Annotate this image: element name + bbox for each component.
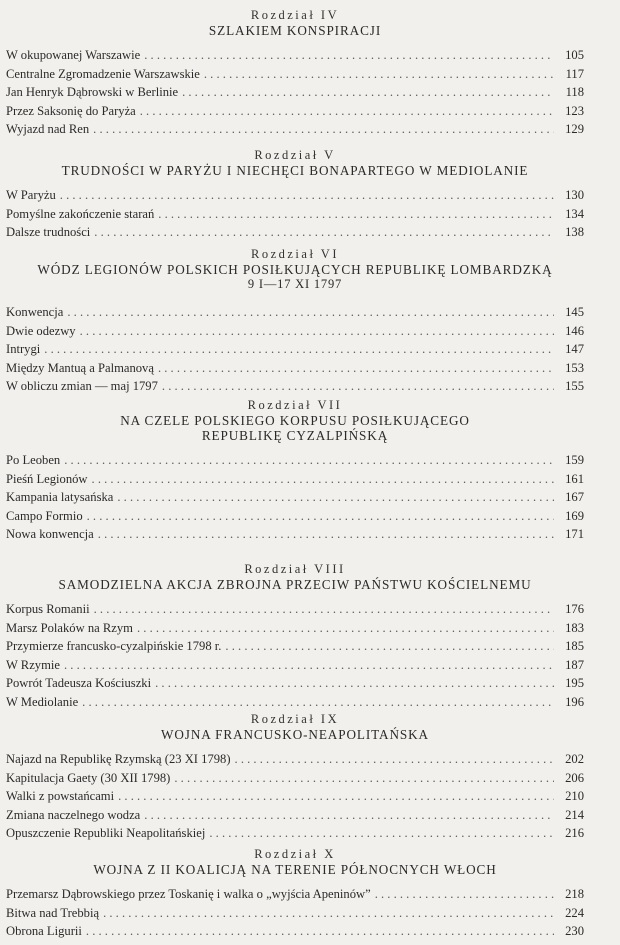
entry-title: Centralne Zgromadzenie Warszawskie <box>6 66 200 81</box>
dot-leader <box>67 303 554 322</box>
page-number: 118 <box>565 85 584 100</box>
toc-entry[interactable] <box>6 619 584 638</box>
dot-leader <box>158 359 554 378</box>
page-number: 216 <box>565 826 584 841</box>
toc-entry[interactable] <box>6 377 584 396</box>
entry-title: Pomyślne zakończenie starań <box>6 206 155 221</box>
dot-leader <box>204 65 554 84</box>
chapter-number: Rozdział X <box>254 847 336 861</box>
toc-entry[interactable] <box>6 885 584 904</box>
page-number: 167 <box>565 490 584 505</box>
entry-title: Przymierze francusko-cyzalpińskie 1798 r. <box>6 639 222 654</box>
page-number: 214 <box>565 807 584 822</box>
toc-entry[interactable] <box>6 656 584 675</box>
entry-title: Najazd na Republikę Rzymską (23 XI 1798) <box>6 752 231 766</box>
page-number: 130 <box>565 188 584 202</box>
page-number: 218 <box>565 887 584 901</box>
entry-title: W Paryżu <box>6 188 56 202</box>
page-number: 195 <box>565 676 584 691</box>
chapter-title: SAMODZIELNA AKCJA ZBROJNA PRZECIW PAŃSTWU KOŚCIELNEMU <box>58 577 532 592</box>
chapter-title: REPUBLIKĘ CYZALPIŃSKĄ <box>201 428 389 443</box>
page-number: 129 <box>565 122 584 137</box>
page-number: 155 <box>565 379 584 394</box>
chapter-section <box>6 562 584 712</box>
page-number: 145 <box>565 305 584 319</box>
toc-entry[interactable] <box>6 507 584 526</box>
entry-title: Walki z powstańcami <box>6 789 115 804</box>
dot-leader <box>137 619 554 638</box>
entry-title: Obrona Ligurii <box>6 924 82 939</box>
entry-title: W okupowanej Warszawie <box>6 48 141 62</box>
page-number: 138 <box>565 225 584 240</box>
entry-list <box>6 600 584 712</box>
entry-title: Przemarsz Dąbrowskiego przez Toskanię i walka o „wyjścia Apeninów” <box>6 887 371 901</box>
page-number: 147 <box>565 342 584 357</box>
chapter-title: WOJNA FRANCUSKO-NEAPOLITAŃSKA <box>161 727 429 742</box>
chapter-section <box>6 712 584 843</box>
entry-title: Powrót Tadeusza Kościuszki <box>6 676 152 691</box>
dot-leader <box>64 451 554 470</box>
page-number: 224 <box>565 905 584 920</box>
chapter-title: WÓDZ LEGIONÓW POLSKICH POSIŁKUJĄCYCH REPUBLIKĘ LOMBARDZKĄ <box>37 262 553 277</box>
chapter-title: TRUDNOŚCI W PARYŻU I NIECHĘCI BONAPARTEGO W MEDIOLANIE <box>61 163 529 178</box>
toc-entry[interactable] <box>6 223 584 242</box>
chapter-title: NA CZELE POLSKIEGO KORPUSU POSIŁKUJĄCEGO <box>120 413 470 428</box>
chapter-number: Rozdział IX <box>250 712 340 726</box>
dot-leader <box>86 922 554 941</box>
chapter-number: Rozdział VI <box>250 247 340 261</box>
dot-leader <box>158 205 554 224</box>
toc-entry[interactable] <box>6 65 584 84</box>
page-number: 161 <box>565 471 584 486</box>
entry-list <box>6 750 584 843</box>
chapter-number: Rozdział VII <box>247 398 343 412</box>
dot-leader <box>82 693 554 712</box>
toc-entry[interactable] <box>6 750 584 769</box>
dot-leader <box>140 102 554 121</box>
page-number: 123 <box>565 103 584 118</box>
entry-title: W Rzymie <box>6 657 60 672</box>
toc-entry[interactable] <box>6 470 584 489</box>
entry-title: Intrygi <box>6 342 41 357</box>
page-number: 183 <box>565 620 584 635</box>
entry-title: Campo Formio <box>6 508 83 523</box>
dot-leader <box>93 120 554 139</box>
toc-entry[interactable] <box>6 824 584 843</box>
page-number: 202 <box>565 752 584 766</box>
entry-title: Dwie odezwy <box>6 323 76 338</box>
chapter-number: Rozdział VIII <box>244 562 346 576</box>
chapter-dates: 9 I—17 XI 1797 <box>247 277 343 291</box>
dot-leader <box>117 488 554 507</box>
toc-entry[interactable] <box>6 102 584 121</box>
toc-entry[interactable] <box>6 359 584 378</box>
page-number: 176 <box>565 602 584 616</box>
dot-leader <box>103 904 554 923</box>
toc-entry[interactable] <box>6 769 584 788</box>
dot-leader <box>92 470 554 489</box>
page-number: 146 <box>565 323 584 338</box>
chapter-section <box>6 148 584 242</box>
toc-entry[interactable] <box>6 525 584 544</box>
page-number: 117 <box>565 66 584 81</box>
dot-leader <box>94 600 554 619</box>
toc-entry[interactable] <box>6 693 584 712</box>
page-number: 169 <box>565 508 584 523</box>
chapter-section <box>6 398 584 544</box>
dot-leader <box>60 186 554 205</box>
entry-list <box>6 885 584 941</box>
page-number: 206 <box>565 770 584 785</box>
entry-title: Kampania latysańska <box>6 490 114 505</box>
entry-title: Dalsze trudności <box>6 225 91 240</box>
dot-leader <box>144 806 554 825</box>
entry-title: Między Mantuą a Palmanovą <box>6 360 154 375</box>
chapter-section <box>6 247 584 396</box>
dot-leader <box>144 46 554 65</box>
toc-entry[interactable] <box>6 600 584 619</box>
page-number: 196 <box>565 694 584 709</box>
toc-entry[interactable] <box>6 922 584 941</box>
toc-entry[interactable] <box>6 787 584 806</box>
toc-entry[interactable] <box>6 340 584 359</box>
page-number: 210 <box>565 789 584 804</box>
entry-title: Pieśń Legionów <box>6 471 88 486</box>
toc-entry[interactable] <box>6 46 584 65</box>
toc-entry[interactable] <box>6 205 584 224</box>
entry-list <box>6 451 584 544</box>
entry-title: Konwencja <box>6 305 64 319</box>
entry-title: Przez Saksonię do Paryża <box>6 103 136 118</box>
toc-entry[interactable] <box>6 322 584 341</box>
dot-leader <box>98 525 554 544</box>
toc-entry[interactable] <box>6 488 584 507</box>
dot-leader <box>225 637 554 656</box>
dot-leader <box>174 769 554 788</box>
entry-title: Bitwa nad Trebbią <box>6 905 100 920</box>
chapter-title: WOJNA Z II KOALICJĄ NA TERENIE PÓŁNOCNYCH WŁOCH <box>93 862 497 877</box>
entry-list <box>6 46 584 139</box>
page-number: 134 <box>565 206 584 221</box>
page-number: 171 <box>565 527 584 542</box>
dot-leader <box>44 340 554 359</box>
entry-title: Marsz Polaków na Rzym <box>6 620 133 635</box>
entry-list <box>6 303 584 396</box>
page-number: 185 <box>565 639 584 654</box>
page-number: 230 <box>565 924 584 939</box>
entry-title: Zmiana naczelnego wodza <box>6 807 141 822</box>
dot-leader <box>64 656 554 675</box>
dot-leader <box>182 83 554 102</box>
entry-list <box>6 186 584 242</box>
entry-title: Wyjazd nad Ren <box>6 122 90 137</box>
page-number: 159 <box>565 453 584 467</box>
entry-title: Po Leoben <box>6 453 61 467</box>
dot-leader <box>118 787 554 806</box>
toc-entry[interactable] <box>6 83 584 102</box>
chapter-title: SZLAKIEM KONSPIRACJI <box>208 23 382 38</box>
dot-leader <box>209 824 554 843</box>
dot-leader <box>235 750 554 769</box>
dot-leader <box>80 322 554 341</box>
page-number: 153 <box>565 360 584 375</box>
toc-entry[interactable] <box>6 303 584 322</box>
entry-title: Korpus Romanii <box>6 602 90 616</box>
dot-leader <box>155 674 554 693</box>
toc-entry[interactable] <box>6 186 584 205</box>
toc-entry[interactable] <box>6 451 584 470</box>
entry-title: Jan Henryk Dąbrowski w Berlinie <box>6 85 179 100</box>
dot-leader <box>162 377 554 396</box>
page-number: 105 <box>565 48 584 62</box>
entry-title: Kapitulacja Gaety (30 XII 1798) <box>6 770 171 785</box>
toc-entry[interactable] <box>6 806 584 825</box>
entry-title: W Mediolanie <box>6 694 79 709</box>
chapter-number: Rozdział IV <box>250 8 340 22</box>
entry-title: Opuszczenie Republiki Neapolitańskiej <box>6 826 206 841</box>
toc-entry[interactable] <box>6 904 584 923</box>
dot-leader <box>87 507 554 526</box>
chapter-section <box>6 8 584 139</box>
chapter-section <box>6 847 584 941</box>
toc-entry[interactable] <box>6 674 584 693</box>
entry-title: W obliczu zmian — maj 1797 <box>6 379 158 394</box>
toc-entry[interactable] <box>6 637 584 656</box>
dot-leader <box>94 223 554 242</box>
entry-title: Nowa konwencja <box>6 527 94 542</box>
chapter-number: Rozdział V <box>254 148 336 162</box>
toc-entry[interactable] <box>6 120 584 139</box>
page-number: 187 <box>565 657 584 672</box>
dot-leader <box>375 885 554 904</box>
